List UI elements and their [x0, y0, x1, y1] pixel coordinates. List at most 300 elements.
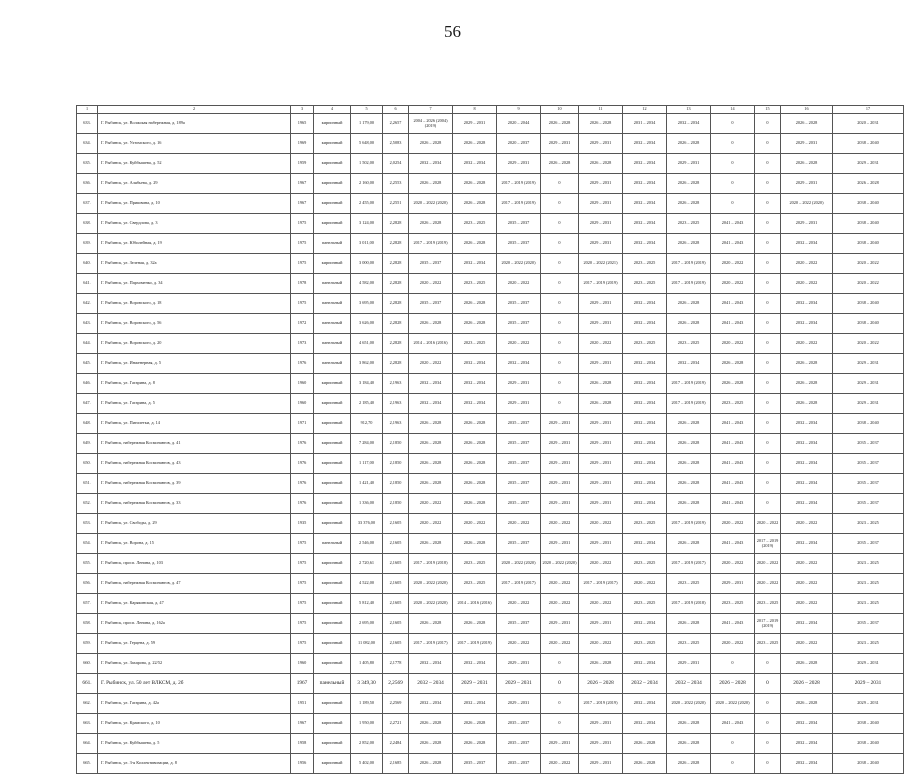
table-cell: 3 626,00	[351, 314, 383, 334]
table-cell: 2038 – 2040	[833, 754, 904, 774]
table-header-row	[77, 106, 904, 114]
table-cell: 2029 – 2031	[781, 174, 833, 194]
table-cell: 0	[711, 134, 755, 154]
table-cell: 2020 – 2022 (2020)	[409, 594, 453, 614]
table-cell: 2,2553	[383, 174, 409, 194]
row-number-cell: 661.	[77, 674, 98, 694]
table-cell: кирпичный	[314, 454, 351, 474]
table-cell: 2020 – 2022	[833, 334, 904, 354]
table-cell: 2020 – 2022	[781, 274, 833, 294]
table-cell: 2032 – 2034	[623, 474, 667, 494]
table-cell: 2020 – 2022	[781, 594, 833, 614]
table-cell: 2017 – 2019 (2017)	[579, 574, 623, 594]
table-cell: 5 648,00	[351, 134, 383, 154]
table-cell: 1972	[291, 314, 314, 334]
table-cell: 2032 – 2034	[781, 534, 833, 554]
table-cell: 2020 – 2022	[579, 554, 623, 574]
table-cell: 0	[755, 234, 781, 254]
table-cell: 2038 – 2040	[833, 294, 904, 314]
table-cell: 2026 – 2028	[667, 474, 711, 494]
column-number-cell: 16	[781, 106, 833, 114]
address-cell: Г. Рыбинск, ул. Ворона, д. 15	[98, 534, 291, 554]
table-row	[77, 334, 904, 354]
address-cell: Г. Рыбинск, просп. Ленина, д. 103	[98, 554, 291, 574]
table-cell: 2 455,00	[351, 194, 383, 214]
table-cell: 2023 – 2025	[623, 334, 667, 354]
table-cell: 2026 – 2028	[781, 114, 833, 134]
address-cell: Г. Рыбинск, ул. Воровского, д. 56	[98, 314, 291, 334]
table-cell: 2026 – 2028	[453, 314, 497, 334]
table-cell: кирпичный	[314, 754, 351, 774]
table-cell: панельный	[314, 674, 351, 694]
table-row	[77, 194, 904, 214]
table-cell: кирпичный	[314, 594, 351, 614]
table-cell: 2032 – 2034	[667, 674, 711, 694]
table-cell: 2020 – 2037	[497, 134, 541, 154]
table-cell: 2032 – 2034	[623, 134, 667, 154]
table-cell: 0	[541, 194, 579, 214]
table-cell: 2017 – 2019 (2019)	[579, 694, 623, 714]
table-cell: 1975	[291, 214, 314, 234]
table-cell: 2017 – 2019 (2019)	[667, 394, 711, 414]
table-cell: 2020 – 2022	[453, 514, 497, 534]
table-cell: 2020 – 2022	[497, 514, 541, 534]
row-number-cell: 659.	[77, 634, 98, 654]
table-cell: кирпичный	[314, 614, 351, 634]
table-cell: 2032 – 2034	[781, 234, 833, 254]
row-number-cell: 665.	[77, 754, 98, 774]
column-number-cell: 17	[833, 106, 904, 114]
table-cell: 0	[755, 454, 781, 474]
row-number-cell: 638.	[77, 214, 98, 234]
table-cell: 0	[711, 194, 755, 214]
table-cell: 1 502,00	[351, 154, 383, 174]
table-cell: 1976	[291, 354, 314, 374]
table-cell: 2,1605	[383, 634, 409, 654]
column-number-cell: 2	[98, 106, 291, 114]
table-cell: 2026 – 2028	[453, 414, 497, 434]
table-cell: 2032 – 2034	[623, 494, 667, 514]
table-cell: 2026 – 2028	[667, 454, 711, 474]
address-cell: Г. Рыбинск, ул. Гагарина, д. 8	[98, 374, 291, 394]
table-cell: 1956	[291, 754, 314, 774]
table-cell: 2026 – 2028	[711, 374, 755, 394]
table-cell: 2041 – 2043	[711, 474, 755, 494]
table-cell: 1 189,50	[351, 694, 383, 714]
table-cell: 2020 – 2022	[711, 634, 755, 654]
table-cell: 2035 – 2037	[409, 294, 453, 314]
table-cell: 2035 – 2037	[497, 614, 541, 634]
table-cell: 2029 – 2031	[497, 374, 541, 394]
table-cell: 2029 – 2031	[579, 194, 623, 214]
table-cell: 0	[711, 754, 755, 774]
table-cell: 2032 – 2034	[453, 694, 497, 714]
table-row	[77, 554, 904, 574]
table-cell: 2017 – 2019 (2019)	[453, 634, 497, 654]
address-cell: Г. Рыбинск, ул. 3-я Коллективизации, д. 8	[98, 754, 291, 774]
address-cell: Г. Рыбинск, ул. Волжская набережная, д. 189а	[98, 114, 291, 134]
table-cell: 2020 – 2022	[781, 574, 833, 594]
table-cell: 3 000,00	[351, 254, 383, 274]
table-cell: 2026 – 2028	[453, 434, 497, 454]
table-cell: 2026 – 2028	[579, 394, 623, 414]
table-cell: 2029 – 2031	[541, 614, 579, 634]
table-cell: 2,2828	[383, 214, 409, 234]
table-cell: панельный	[314, 294, 351, 314]
table-cell: 2026 – 2028	[667, 134, 711, 154]
table-cell: 2023 – 2025	[833, 594, 904, 614]
table-cell: 0	[541, 274, 579, 294]
table-cell: 2,2828	[383, 274, 409, 294]
table-row	[77, 594, 904, 614]
table-cell: 2038 – 2040	[833, 414, 904, 434]
table-cell: 2017 – 2019 (2017)	[409, 634, 453, 654]
table-cell: 2,1963	[383, 374, 409, 394]
table-cell: 0	[755, 274, 781, 294]
table-cell: 0	[755, 334, 781, 354]
table-cell: 1976	[291, 454, 314, 474]
table-cell: 0	[755, 174, 781, 194]
table-cell: 2026 – 2028	[579, 154, 623, 174]
table-cell: 2032 – 2034	[623, 194, 667, 214]
table-cell: 2029 – 2031	[579, 314, 623, 334]
table-cell: 7 284,00	[351, 434, 383, 454]
table-cell: 2020 – 2022	[579, 334, 623, 354]
table-cell: 2020 – 2022	[497, 634, 541, 654]
table-cell: 2026 – 2028	[579, 654, 623, 674]
table-cell: 0	[541, 654, 579, 674]
row-number-cell: 634.	[77, 134, 98, 154]
table-cell: 2029 – 2031	[833, 394, 904, 414]
table-row	[77, 574, 904, 594]
table-cell: кирпичный	[314, 474, 351, 494]
column-number-cell: 5	[351, 106, 383, 114]
table-cell: 1976	[291, 494, 314, 514]
table-cell: 2026 – 2028	[667, 314, 711, 334]
table-cell: 2023 – 2025	[711, 394, 755, 414]
table-cell: 2032 – 2034	[623, 354, 667, 374]
table-cell: 2029 – 2031	[497, 654, 541, 674]
table-row	[77, 434, 904, 454]
table-row	[77, 614, 904, 634]
table-cell: 0	[711, 154, 755, 174]
row-number-cell: 663.	[77, 714, 98, 734]
table-cell: 1 336,00	[351, 494, 383, 514]
table-row	[77, 354, 904, 374]
table-cell: 2026 – 2028	[667, 414, 711, 434]
table-cell: 2,1605	[383, 514, 409, 534]
table-cell: 0	[755, 694, 781, 714]
table-cell: 2038 – 2040	[833, 734, 904, 754]
table-cell: 2029 – 2031	[579, 494, 623, 514]
table-cell: 2041 – 2043	[711, 614, 755, 634]
table-cell: 2032 – 2034	[623, 614, 667, 634]
table-cell: 0	[711, 174, 755, 194]
table-cell: 2020 – 2022	[755, 574, 781, 594]
table-cell: 2,0254	[383, 154, 409, 174]
table-cell: 2020 – 2022	[623, 574, 667, 594]
table-cell: 5 402,00	[351, 754, 383, 774]
table-cell: 2023 – 2025	[453, 554, 497, 574]
table-cell: 2032 – 2034	[781, 294, 833, 314]
table-cell: 2017 – 2019 (2019)	[667, 274, 711, 294]
table-cell: 2026 – 2028	[453, 234, 497, 254]
table-cell: 2,2569	[383, 694, 409, 714]
table-cell: 2,1605	[383, 554, 409, 574]
table-cell: 2026 – 2028	[409, 754, 453, 774]
column-number-cell: 12	[623, 106, 667, 114]
row-number-cell: 660.	[77, 654, 98, 674]
table-cell: 1975	[291, 234, 314, 254]
table-cell: 2026 – 2028	[711, 674, 755, 694]
table-cell: 2035 – 2037	[833, 534, 904, 554]
table-cell: 2026 – 2028	[409, 734, 453, 754]
table-row	[77, 374, 904, 394]
address-cell: Г. Рыбинск, ул. Куйбышева, д. 5	[98, 734, 291, 754]
column-number-cell: 11	[579, 106, 623, 114]
table-cell: 2020 – 2022	[781, 514, 833, 534]
address-cell: Г. Рыбинск, набережная Космонавтов, д. 39	[98, 474, 291, 494]
table-cell: 2035 – 2037	[497, 754, 541, 774]
row-number-cell: 644.	[77, 334, 98, 354]
row-number-cell: 655.	[77, 554, 98, 574]
table-cell: 0	[755, 214, 781, 234]
table-cell: 2032 – 2034	[781, 414, 833, 434]
table-cell: 2035 – 2037	[497, 474, 541, 494]
table-cell: 2026 – 2028	[453, 294, 497, 314]
table-cell: 2032 – 2034	[623, 654, 667, 674]
address-cell: Г. Рыбинск, ул. Зеленая, д. 32а	[98, 254, 291, 274]
table-cell: 2020 – 2022	[541, 634, 579, 654]
table-cell: 2032 – 2034	[409, 654, 453, 674]
table-cell: 2023 – 2025	[623, 634, 667, 654]
table-cell: 2026 – 2028	[541, 114, 579, 134]
table-cell: 2032 – 2034	[623, 454, 667, 474]
address-cell: Г. Рыбинск, ул. Воровского, д. 20	[98, 334, 291, 354]
table-cell: 0	[755, 134, 781, 154]
table-cell: 2032 – 2034	[409, 374, 453, 394]
table-cell: кирпичный	[314, 414, 351, 434]
table-cell: 0	[755, 314, 781, 334]
table-cell: 5 812,40	[351, 594, 383, 614]
table-cell: 2026 – 2028	[667, 194, 711, 214]
table-cell: 2026 – 2028	[409, 214, 453, 234]
table-cell: 2,1778	[383, 654, 409, 674]
table-cell: кирпичный	[314, 554, 351, 574]
table-cell: кирпичный	[314, 154, 351, 174]
table-cell: 2,1605	[383, 574, 409, 594]
row-number-cell: 646.	[77, 374, 98, 394]
table-cell: 2,2551	[383, 194, 409, 214]
table-cell: 2026 – 2028	[667, 294, 711, 314]
table-cell: 2020 – 2031	[833, 114, 904, 134]
table-cell: 2032 – 2034	[623, 414, 667, 434]
table-cell: 2026 – 2028	[781, 394, 833, 414]
table-cell: 2035 – 2037	[497, 234, 541, 254]
table-cell: 2032 – 2034	[409, 694, 453, 714]
table-cell: 0	[711, 654, 755, 674]
table-cell: 2029 – 2031	[579, 454, 623, 474]
table-cell: 2029 – 2031	[667, 654, 711, 674]
table-cell: 2029 – 2031	[579, 734, 623, 754]
table-cell: 2020 – 2022	[711, 514, 755, 534]
table-cell: 2041 – 2043	[711, 534, 755, 554]
table-cell: 0	[755, 394, 781, 414]
table-row	[77, 534, 904, 554]
table-cell: 2041 – 2043	[711, 454, 755, 474]
table-cell: 1 950,00	[351, 714, 383, 734]
table-cell: кирпичный	[314, 734, 351, 754]
table-cell: 2017 – 2019 (2019)	[755, 614, 781, 634]
table-cell: 2017 – 2019 (2019)	[755, 534, 781, 554]
row-number-cell: 649.	[77, 434, 98, 454]
table-cell: 2,1850	[383, 454, 409, 474]
table-cell: 2032 – 2034	[409, 154, 453, 174]
table-cell: 2026 – 2028	[579, 674, 623, 694]
table-cell: 2026 – 2028	[579, 374, 623, 394]
table-cell: 2023 – 2025	[833, 574, 904, 594]
table-cell: 1967	[291, 194, 314, 214]
table-cell: 2032 – 2034	[453, 394, 497, 414]
table-cell: 3 349,30	[351, 674, 383, 694]
table-cell: 2020 – 2022	[409, 514, 453, 534]
table-cell: 1975	[291, 254, 314, 274]
capital-repair-schedule-table	[76, 105, 904, 774]
table-cell: 11 082,00	[351, 634, 383, 654]
table-cell: 2035 – 2037	[497, 414, 541, 434]
table-cell: 4 522,00	[351, 574, 383, 594]
table-cell: 2029 – 2031	[579, 294, 623, 314]
table-cell: 0	[755, 474, 781, 494]
table-cell: 2029 – 2031	[781, 134, 833, 154]
table-cell: 0	[541, 674, 579, 694]
table-cell: 0	[755, 374, 781, 394]
table-cell: 2026 – 2028	[409, 414, 453, 434]
page-number: 56	[444, 22, 461, 41]
table-cell: 2026 – 2028	[781, 354, 833, 374]
address-cell: Г. Рыбинск, ул. Ухтомского, д. 16	[98, 134, 291, 154]
table-cell: 2 852,00	[351, 734, 383, 754]
table-cell: 2032 – 2034	[409, 674, 453, 694]
table-cell: 1975	[291, 634, 314, 654]
table-cell: 2 695,00	[351, 614, 383, 634]
table-cell: 0	[755, 654, 781, 674]
table-cell: 2032 – 2034	[453, 154, 497, 174]
table-cell: 0	[541, 694, 579, 714]
table-cell: 2,2828	[383, 254, 409, 274]
table-cell: 2026 – 2028	[409, 714, 453, 734]
table-cell: 2017 – 2019 (2018)	[667, 594, 711, 614]
table-cell: 2041 – 2043	[711, 434, 755, 454]
address-cell: Г. Рыбинск, ул. Свердлова, д. 3	[98, 214, 291, 234]
table-cell: кирпичный	[314, 494, 351, 514]
table-row	[77, 454, 904, 474]
table-cell: 2038 – 2040	[833, 234, 904, 254]
table-cell: 0	[541, 294, 579, 314]
table-cell: 2023 – 2025	[623, 254, 667, 274]
table-cell: кирпичный	[314, 214, 351, 234]
table-cell: 2029 – 2031	[541, 134, 579, 154]
table-row	[77, 114, 904, 134]
table-cell: 2029 – 2031	[579, 174, 623, 194]
table-cell: 1958	[291, 734, 314, 754]
table-cell: 2026 – 2028	[541, 154, 579, 174]
table-cell: панельный	[314, 314, 351, 334]
table-cell: кирпичный	[314, 394, 351, 414]
table-cell: 2029 – 2031	[497, 154, 541, 174]
table-cell: 912,70	[351, 414, 383, 434]
table-cell: 2 160,00	[351, 174, 383, 194]
row-number-cell: 645.	[77, 354, 98, 374]
table-cell: 0	[755, 494, 781, 514]
table-cell: 2020 – 2022 (2020)	[409, 194, 453, 214]
table-cell: 2041 – 2043	[711, 414, 755, 434]
table-cell: кирпичный	[314, 114, 351, 134]
table-cell: кирпичный	[314, 254, 351, 274]
table-cell: 0	[755, 734, 781, 754]
table-cell: 2023 – 2025	[755, 594, 781, 614]
table-cell: 1960	[291, 654, 314, 674]
table-cell: 0	[755, 714, 781, 734]
table-cell: 2,1605	[383, 594, 409, 614]
table-cell: 33 376,00	[351, 514, 383, 534]
column-number-cell: 8	[453, 106, 497, 114]
table-cell: 2,1850	[383, 494, 409, 514]
table-cell: 2041 – 2043	[711, 294, 755, 314]
address-cell: Г. Рыбинск, ул. Герцена, д. 59	[98, 634, 291, 654]
table-cell: 2026 – 2028	[453, 714, 497, 734]
table-cell: 2032 – 2034	[623, 174, 667, 194]
table-cell: 2032 – 2034	[781, 434, 833, 454]
table-cell: 2032 – 2034	[781, 314, 833, 334]
table-cell: 2026 – 2028	[409, 474, 453, 494]
table-cell: 2020 – 2022	[541, 574, 579, 594]
table-cell: 2,1963	[383, 394, 409, 414]
table-cell: 2,2828	[383, 334, 409, 354]
table-cell: 1967	[291, 714, 314, 734]
table-cell: 2029 – 2031	[833, 694, 904, 714]
table-cell: 2035 – 2037	[497, 734, 541, 754]
table-cell: 1976	[291, 434, 314, 454]
table-cell: 2029 – 2031	[833, 654, 904, 674]
row-number-cell: 636.	[77, 174, 98, 194]
table-cell: 2 546,00	[351, 534, 383, 554]
column-number-cell: 3	[291, 106, 314, 114]
row-number-cell: 656.	[77, 574, 98, 594]
address-cell: Г. Рыбинск, набережная Космонавтов, д. 47	[98, 574, 291, 594]
table-cell: 2020 – 2022	[409, 354, 453, 374]
table-cell: 2017 – 2019 (2019)	[667, 514, 711, 534]
table-cell: 2,2828	[383, 294, 409, 314]
table-cell: 1 405,80	[351, 654, 383, 674]
table-cell: кирпичный	[314, 634, 351, 654]
table-cell: 2017 – 2019 (2017)	[667, 554, 711, 574]
table-cell: 2014 – 2016 (2016)	[453, 594, 497, 614]
address-cell: Г. Рыбинск, ул. Юбилейная, д. 19	[98, 234, 291, 254]
column-number-cell: 10	[541, 106, 579, 114]
address-cell: Г. Рыбинск, ул. Пархоменко, д. 34	[98, 274, 291, 294]
table-cell: 2023 – 2025	[453, 274, 497, 294]
table-cell: 2026 – 2028	[667, 534, 711, 554]
table-cell: 2032 – 2034	[781, 614, 833, 634]
table-cell: 2020 – 2022	[711, 254, 755, 274]
table-cell: 2026 – 2028	[623, 734, 667, 754]
table-cell: 2029 – 2031	[541, 434, 579, 454]
table-cell: 2017 – 2019 (2019)	[579, 274, 623, 294]
table-cell: 2026 – 2028	[667, 714, 711, 734]
table-cell: 0	[755, 674, 781, 694]
row-number-cell: 647.	[77, 394, 98, 414]
